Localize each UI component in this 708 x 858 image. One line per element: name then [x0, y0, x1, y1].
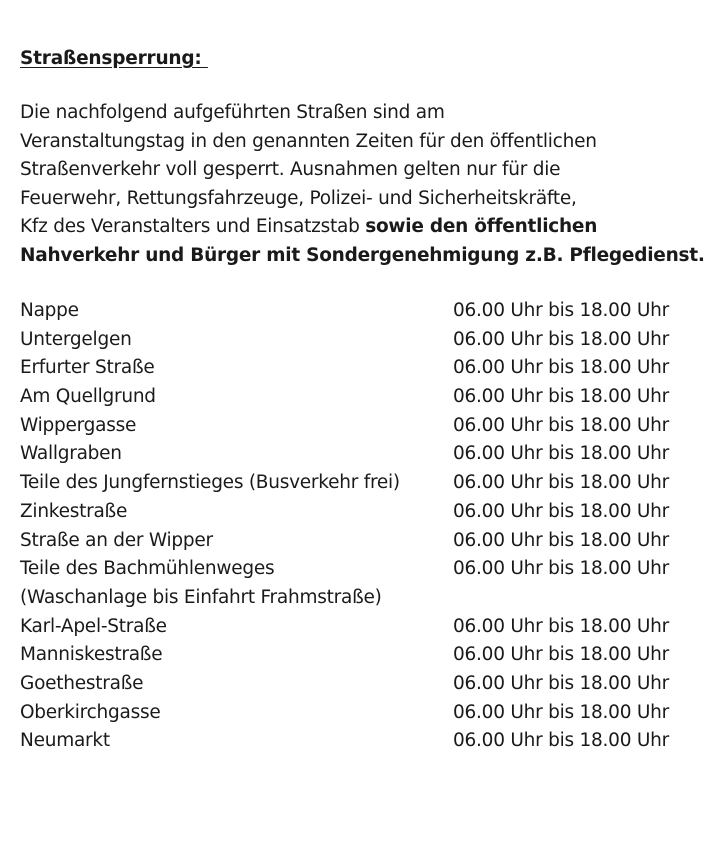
closure-time: 06.00 Uhr bis 18.00 Uhr	[453, 529, 669, 551]
intro-line	[20, 213, 700, 242]
closure-row	[20, 440, 690, 469]
intro-line	[20, 99, 700, 128]
page-title: Straßensperrung:	[20, 48, 208, 69]
closure-row	[20, 412, 690, 441]
closure-time: 06.00 Uhr bis 18.00 Uhr	[453, 443, 669, 465]
closure-time: 06.00 Uhr bis 18.00 Uhr	[453, 386, 669, 408]
closure-time: 06.00 Uhr bis 18.00 Uhr	[453, 558, 669, 580]
street-name: Zinkestraße	[20, 500, 128, 522]
closure-time: 06.00 Uhr bis 18.00 Uhr	[453, 472, 669, 494]
closure-list	[20, 297, 690, 756]
street-name: Manniskestraße	[20, 644, 163, 666]
closure-row	[20, 469, 690, 498]
street-name: Wippergasse	[20, 414, 137, 436]
street-name: Karl-Apel-Straße	[20, 615, 167, 637]
intro-bold-text: Nahverkehr und Bürger mit Sondergenehmigung z.B. Pflegedienst.	[20, 244, 705, 266]
intro-text: Feuerwehr, Rettungsfahrzeuge, Polizei- und Sicherheitskräfte,	[20, 187, 577, 209]
closure-row	[20, 555, 690, 584]
intro-paragraph	[20, 99, 705, 271]
intro-text: Straßenverkehr voll gesperrt. Ausnahmen gelten nur für die	[20, 159, 561, 181]
closure-time: 06.00 Uhr bis 18.00 Uhr	[453, 701, 669, 723]
street-name: Oberkirchgasse	[20, 701, 161, 723]
street-name: Neumarkt	[20, 730, 110, 752]
closure-time: 06.00 Uhr bis 18.00 Uhr	[453, 357, 669, 379]
street-name: Am Quellgrund	[20, 386, 156, 408]
street-name: Untergelgen	[20, 328, 132, 350]
closure-row	[20, 584, 690, 613]
intro-line	[20, 185, 700, 214]
closure-time: 06.00 Uhr bis 18.00 Uhr	[453, 300, 669, 321]
closure-row	[20, 527, 690, 556]
closure-time: 06.00 Uhr bis 18.00 Uhr	[453, 500, 669, 522]
street-name: Teile des Bachmühlenweges	[20, 558, 275, 580]
intro-text: Die nachfolgend aufgeführten Straßen sind am	[20, 102, 445, 123]
closure-time: 06.00 Uhr bis 18.00 Uhr	[453, 328, 669, 350]
street-name: Straße an der Wipper	[20, 529, 213, 551]
closure-row	[20, 613, 690, 642]
street-name: Wallgraben	[20, 443, 122, 465]
closure-row	[20, 670, 690, 699]
closure-time: 06.00 Uhr bis 18.00 Uhr	[453, 730, 669, 752]
closure-time: 06.00 Uhr bis 18.00 Uhr	[453, 644, 669, 666]
closure-row	[20, 498, 690, 527]
closure-time: 06.00 Uhr bis 18.00 Uhr	[453, 672, 669, 694]
intro-bold-text: sowie den öffentlichen	[365, 216, 598, 238]
street-name: (Waschanlage bis Einfahrt Frahmstraße)	[20, 586, 382, 608]
closure-row	[20, 727, 690, 756]
intro-line	[20, 156, 700, 185]
closure-row	[20, 354, 690, 383]
closure-row	[20, 297, 690, 326]
closure-row	[20, 641, 690, 670]
street-name: Goethestraße	[20, 672, 144, 694]
street-name: Teile des Jungfernstieges (Busverkehr frei)	[20, 472, 400, 494]
intro-line	[20, 242, 705, 271]
closure-row	[20, 383, 690, 412]
intro-text: Veranstaltungstag in den genannten Zeiten für den öffentlichen	[20, 130, 597, 152]
street-name: Nappe	[20, 300, 79, 321]
closure-time: 06.00 Uhr bis 18.00 Uhr	[453, 414, 669, 436]
street-name: Erfurter Straße	[20, 357, 155, 379]
closure-time: 06.00 Uhr bis 18.00 Uhr	[453, 615, 669, 637]
intro-text: Kfz des Veranstalters und Einsatzstab	[20, 216, 366, 238]
intro-line	[20, 128, 700, 157]
closure-row	[20, 699, 690, 728]
closure-row	[20, 326, 690, 355]
